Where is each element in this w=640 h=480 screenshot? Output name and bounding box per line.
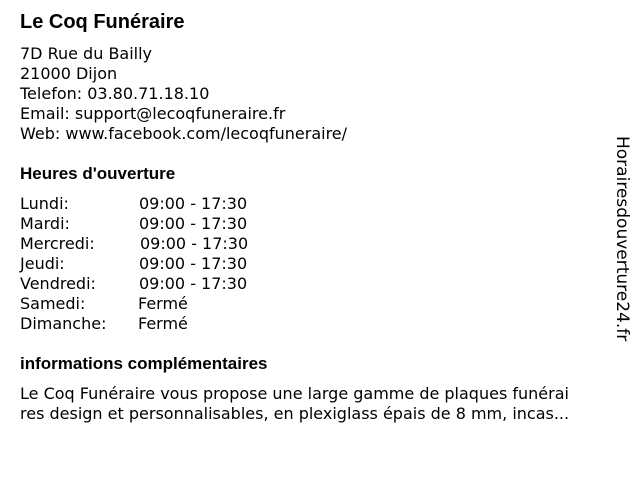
hours-value: Fermé bbox=[138, 294, 188, 313]
day-label: Mercredi: bbox=[20, 234, 95, 253]
phone-number: Telefon: 03.80.71.18.10 bbox=[20, 84, 210, 103]
hours-value: 09:00 - 17:30 bbox=[139, 194, 248, 213]
day-label: Vendredi: bbox=[20, 274, 96, 293]
hours-heading: Heures d'ouverture bbox=[20, 164, 176, 183]
description-line: Le Coq Funéraire vous propose une large gamme de plaques funérai bbox=[20, 384, 569, 403]
description bbox=[20, 384, 630, 424]
address-block bbox=[20, 44, 347, 144]
hours-value: 09:00 - 17:30 bbox=[139, 274, 248, 293]
day-label: Mardi: bbox=[20, 214, 70, 233]
street-address: 7D Rue du Bailly bbox=[20, 44, 153, 63]
hours-value: 09:00 - 17:30 bbox=[139, 214, 248, 233]
hours-value: Fermé bbox=[138, 314, 188, 333]
hours-value: 09:00 - 17:30 bbox=[140, 234, 249, 253]
email-address: Email: support@lecoqfuneraire.fr bbox=[20, 104, 286, 123]
city-postal: 21000 Dijon bbox=[20, 64, 118, 83]
day-label: Samedi: bbox=[20, 294, 86, 313]
info-heading: informations complémentaires bbox=[20, 354, 268, 373]
website-link: Web: www.facebook.com/lecoqfuneraire/ bbox=[20, 124, 348, 143]
business-name: Le Coq Funéraire bbox=[20, 11, 185, 33]
hours-value: 09:00 - 17:30 bbox=[139, 254, 248, 273]
site-watermark: Horairesdouverture24.fr bbox=[612, 136, 632, 342]
day-label: Jeudi: bbox=[20, 254, 65, 273]
description-line: res design et personnalisables, en plexiglass épais de 8 mm, incas... bbox=[20, 404, 570, 423]
day-label: Dimanche: bbox=[20, 314, 107, 333]
day-label: Lundi: bbox=[20, 194, 69, 213]
